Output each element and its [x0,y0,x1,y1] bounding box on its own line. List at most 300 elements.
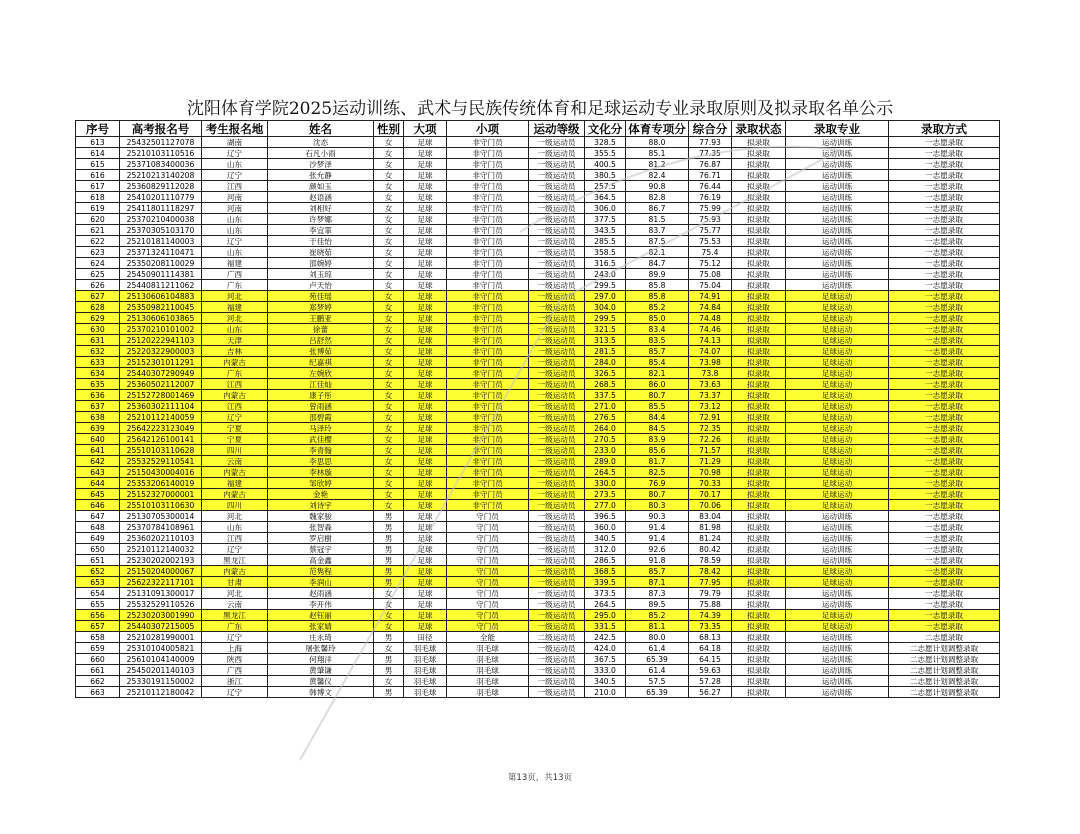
table-cell: 一志愿录取 [889,159,1000,170]
table-cell: 271.0 [585,401,626,412]
table-cell: 一级运动员 [529,456,585,467]
table-cell: 足球运动 [786,357,889,368]
table-cell: 武佳樱 [268,434,374,445]
table-cell: 639 [76,423,120,434]
table-cell: 75.88 [689,599,732,610]
table-cell: 非守门员 [447,247,529,258]
table-cell: 284.0 [585,357,626,368]
table-cell: 623 [76,247,120,258]
table-cell: 264.5 [585,599,626,610]
table-cell: 女 [374,192,404,203]
col-header-sport: 大项 [404,121,447,137]
table-cell: 89.5 [626,599,689,610]
table-cell: 足球 [404,555,447,566]
table-cell: 男 [374,687,404,698]
table-cell: 316.5 [585,258,626,269]
table-cell: 足球运动 [786,610,889,621]
table-cell: 拟录取 [732,478,786,489]
table-cell: 306.0 [585,203,626,214]
table-cell: 85.2 [626,610,689,621]
table-cell: 非守门员 [447,192,529,203]
table-cell: 女 [374,588,404,599]
table-cell: 一级运动员 [529,258,585,269]
table-cell: 拟录取 [732,181,786,192]
table-cell: 一级运动员 [529,159,585,170]
table-row [76,621,1000,632]
table-row [76,687,1000,698]
table-cell: 364.5 [585,192,626,203]
table-cell: 641 [76,445,120,456]
table-cell: 女 [374,258,404,269]
table-cell: 25411801118297 [120,203,202,214]
table-cell: 89.9 [626,269,689,280]
table-cell: 91.4 [626,522,689,533]
table-cell: 拟录取 [732,291,786,302]
table-cell: 足球运动 [786,621,889,632]
table-cell: 633 [76,357,120,368]
table-cell: 女 [374,280,404,291]
table-cell: 73.63 [689,379,732,390]
table-row [76,456,1000,467]
table-cell: 非守门员 [447,214,529,225]
table-cell: 吉林 [202,346,268,357]
table-cell: 上海 [202,643,268,654]
table-cell: 福建 [202,478,268,489]
table-cell: 足球运动 [786,500,889,511]
table-cell: 25210112140059 [120,412,202,423]
table-cell: 运动训练 [786,533,889,544]
table-cell: 苑佳瑶 [268,291,374,302]
table-cell: 拟录取 [732,687,786,698]
table-cell: 二志愿计划调整录取 [889,687,1000,698]
table-cell: 91.8 [626,555,689,566]
table-cell: 68.13 [689,632,732,643]
table-cell: 女 [374,599,404,610]
table-cell: 羽毛球 [404,665,447,676]
table-cell: 662 [76,676,120,687]
table-cell: 男 [374,522,404,533]
table-cell: 守门员 [447,599,529,610]
table-cell: 656 [76,610,120,621]
table-cell: 25210213140208 [120,170,202,181]
col-header-sport-score: 体育专项分 [626,121,689,137]
table-row [76,390,1000,401]
table-cell: 纪嘉祺 [268,357,374,368]
table-cell: 一志愿录取 [889,313,1000,324]
table-cell: 330.0 [585,478,626,489]
table-cell: 山东 [202,324,268,335]
table-cell: 25210103110516 [120,148,202,159]
table-cell: 运动训练 [786,192,889,203]
table-cell: 70.06 [689,500,732,511]
table-cell: 陕西 [202,654,268,665]
table-cell: 天津 [202,335,268,346]
table-cell: 邹欣婷 [268,478,374,489]
table-cell: 一志愿录取 [889,577,1000,588]
table-row [76,379,1000,390]
table-cell: 一志愿录取 [889,390,1000,401]
table-cell: 足球运动 [786,401,889,412]
table-cell: 一级运动员 [529,236,585,247]
table-cell: 拟录取 [732,654,786,665]
table-cell: 355.5 [585,148,626,159]
table-cell: 罗启樹 [268,533,374,544]
table-cell: 一级运动员 [529,170,585,181]
table-cell: 25130606104883 [120,291,202,302]
table-cell: 足球运动 [786,346,889,357]
table-cell: 652 [76,566,120,577]
table-cell: 655 [76,599,120,610]
table-cell: 86.0 [626,379,689,390]
table-cell: 651 [76,555,120,566]
table-cell: 足球 [404,324,447,335]
table-cell: 一级运动员 [529,269,585,280]
table-cell: 马泽玲 [268,423,374,434]
table-cell: 拟录取 [732,137,786,148]
table-cell: 25642223123049 [120,423,202,434]
table-cell: 264.0 [585,423,626,434]
table-cell: 足球 [404,214,447,225]
table-cell: 281.5 [585,346,626,357]
table-cell: 25432501127078 [120,137,202,148]
table-cell: 女 [374,346,404,357]
table-cell: 一级运动员 [529,445,585,456]
table-cell: 一志愿录取 [889,566,1000,577]
table-cell: 86.7 [626,203,689,214]
table-cell: 87.3 [626,588,689,599]
table-cell: 360.0 [585,522,626,533]
table-cell: 张智森 [268,522,374,533]
table-cell: 321.5 [585,324,626,335]
table-row [76,643,1000,654]
table-cell: 631 [76,335,120,346]
table-cell: 运动训练 [786,214,889,225]
table-cell: 足球运动 [786,390,889,401]
table-cell: 足球 [404,522,447,533]
table-body [76,137,1000,698]
table-cell: 非守门员 [447,291,529,302]
table-cell: 一志愿录取 [889,170,1000,181]
table-cell: 81.2 [626,159,689,170]
table-cell: 367.5 [585,654,626,665]
table-cell: 648 [76,522,120,533]
table-cell: 河北 [202,588,268,599]
table-cell: 非守门员 [447,236,529,247]
table-row [76,357,1000,368]
table-cell: 81.1 [626,621,689,632]
table-cell: 女 [374,203,404,214]
table-cell: 足球 [404,599,447,610]
table-cell: 297.0 [585,291,626,302]
table-cell: 金艳 [268,489,374,500]
table-cell: 一志愿录取 [889,434,1000,445]
table-cell: 女 [374,434,404,445]
table-cell: 一级运动员 [529,643,585,654]
table-cell: 一志愿录取 [889,148,1000,159]
table-cell: 刘相好 [268,203,374,214]
table-cell: 一志愿录取 [889,423,1000,434]
table-cell: 拟录取 [732,599,786,610]
table-cell: 83.9 [626,434,689,445]
table-cell: 一级运动员 [529,423,585,434]
table-cell: 一志愿录取 [889,258,1000,269]
table-row [76,489,1000,500]
table-cell: 拟录取 [732,511,786,522]
table-cell: 一级运动员 [529,566,585,577]
table-cell: 83.4 [626,324,689,335]
table-cell: 守门员 [447,588,529,599]
table-cell: 徐蕾 [268,324,374,335]
table-cell: 一级运动员 [529,203,585,214]
table-cell: 拟录取 [732,357,786,368]
table-cell: 64.18 [689,643,732,654]
table-cell: 615 [76,159,120,170]
table-cell: 崔晓茹 [268,247,374,258]
table-cell: 赵语涵 [268,192,374,203]
table-cell: 一志愿录取 [889,500,1000,511]
table-cell: 男 [374,533,404,544]
table-cell: 足球 [404,247,447,258]
table-cell: 非守门员 [447,170,529,181]
table-cell: 73.35 [689,621,732,632]
table-cell: 25150204000067 [120,566,202,577]
table-cell: 59.63 [689,665,732,676]
table-cell: 一志愿录取 [889,137,1000,148]
table-cell: 286.5 [585,555,626,566]
table-cell: 76.44 [689,181,732,192]
table-cell: 拟录取 [732,665,786,676]
table-cell: 运动训练 [786,522,889,533]
table-cell: 云南 [202,456,268,467]
table-cell: 333.0 [585,665,626,676]
table-cell: 663 [76,687,120,698]
table-cell: 一级运动员 [529,412,585,423]
table-cell: 足球 [404,412,447,423]
table-cell: 拟录取 [732,489,786,500]
table-cell: 拟录取 [732,621,786,632]
table-cell: 非守门员 [447,390,529,401]
table-cell: 一志愿录取 [889,214,1000,225]
table-cell: 80.0 [626,632,689,643]
table-cell: 210.0 [585,687,626,698]
table-cell: 男 [374,566,404,577]
table-cell: 女 [374,324,404,335]
table-cell: 运动训练 [786,555,889,566]
table-cell: 25360502112007 [120,379,202,390]
table-cell: 312.0 [585,544,626,555]
table-cell: 一级运动员 [529,247,585,258]
table-cell: 女 [374,170,404,181]
table-cell: 男 [374,665,404,676]
table-cell: 江佳灿 [268,379,374,390]
table-cell: 郑梦婷 [268,302,374,313]
table-cell: 拟录取 [732,434,786,445]
table-cell: 女 [374,181,404,192]
table-cell: 619 [76,203,120,214]
table-cell: 一级运动员 [529,390,585,401]
col-header-total-score: 综合分 [689,121,732,137]
table-cell: 629 [76,313,120,324]
table-row [76,555,1000,566]
table-cell: 一级运动员 [529,478,585,489]
table-cell: 女 [374,401,404,412]
col-header-culture-score: 文化分 [585,121,626,137]
table-cell: 76.87 [689,159,732,170]
table-cell: 一级运动员 [529,588,585,599]
table-cell: 一志愿录取 [889,412,1000,423]
table-cell: 一级运动员 [529,302,585,313]
table-cell: 一级运动员 [529,357,585,368]
table-cell: 25350208110029 [120,258,202,269]
table-cell: 83.7 [626,225,689,236]
table-cell: 25330191150002 [120,676,202,687]
table-cell: 72.26 [689,434,732,445]
table-cell: 石凡小雨 [268,148,374,159]
table-cell: 守门员 [447,610,529,621]
table-cell: 25152301011291 [120,357,202,368]
table-cell: 邵碧霞 [268,412,374,423]
table-cell: 一志愿录取 [889,588,1000,599]
table-cell: 25450901114381 [120,269,202,280]
table-cell: 268.5 [585,379,626,390]
table-cell: 650 [76,544,120,555]
table-cell: 25360829112028 [120,181,202,192]
table-cell: 74.91 [689,291,732,302]
table-cell: 运动训练 [786,632,889,643]
table-cell: 拟录取 [732,379,786,390]
table-row [76,522,1000,533]
table-row [76,203,1000,214]
table-cell: 74.46 [689,324,732,335]
table-cell: 内蒙古 [202,390,268,401]
table-cell: 拟录取 [732,203,786,214]
table-cell: 足球 [404,588,447,599]
table-cell: 山东 [202,214,268,225]
table-row [76,170,1000,181]
table-cell: 75.77 [689,225,732,236]
table-cell: 田径 [404,632,447,643]
table-cell: 女 [374,643,404,654]
table-row [76,302,1000,313]
table-cell: 25230202002193 [120,555,202,566]
table-cell: 80.3 [626,500,689,511]
table-cell: 78.59 [689,555,732,566]
table-cell: 女 [374,313,404,324]
table-cell: 男 [374,632,404,643]
table-cell: 75.53 [689,236,732,247]
table-cell: 足球运动 [786,324,889,335]
table-cell: 拟录取 [732,500,786,511]
table-cell: 赵雨涵 [268,588,374,599]
table-cell: 25532529110526 [120,599,202,610]
table-cell: 宁夏 [202,423,268,434]
table-cell: 75.08 [689,269,732,280]
table-cell: 足球 [404,390,447,401]
table-cell: 卢天怡 [268,280,374,291]
table-cell: 王鹏亚 [268,313,374,324]
table-cell: 足球运动 [786,313,889,324]
table-cell: 233.0 [585,445,626,456]
table-cell: 足球 [404,181,447,192]
table-cell: 25510103110630 [120,500,202,511]
table-cell: 85.7 [626,566,689,577]
table-cell: 运动训练 [786,236,889,247]
table-cell: 张家婧 [268,621,374,632]
table-cell: 拟录取 [732,610,786,621]
table-cell: 运动训练 [786,643,889,654]
table-cell: 河北 [202,291,268,302]
table-cell: 足球 [404,313,447,324]
table-cell: 左婉欣 [268,368,374,379]
table-cell: 运动训练 [786,544,889,555]
table-cell: 高金鑫 [268,555,374,566]
table-cell: 足球 [404,148,447,159]
table-cell: 足球 [404,335,447,346]
table-cell: 276.5 [585,412,626,423]
table-cell: 632 [76,346,120,357]
table-cell: 非守门员 [447,335,529,346]
table-cell: 90.3 [626,511,689,522]
table-cell: 82.8 [626,192,689,203]
table-cell: 一级运动员 [529,280,585,291]
table-cell: 25210112180042 [120,687,202,698]
table-cell: 足球运动 [786,434,889,445]
table-cell: 李林璇 [268,467,374,478]
table-cell: 一级运动员 [529,555,585,566]
table-row [76,368,1000,379]
table-row [76,401,1000,412]
table-cell: 足球 [404,368,447,379]
table-cell: 足球运动 [786,566,889,577]
table-cell: 湖南 [202,137,268,148]
table-cell: 一志愿录取 [889,610,1000,621]
table-cell: 张允静 [268,170,374,181]
table-cell: 339.5 [585,577,626,588]
table-cell: 庄永琦 [268,632,374,643]
table-cell: 足球 [404,159,447,170]
table-cell: 足球 [404,423,447,434]
table-cell: 一志愿录取 [889,324,1000,335]
table-cell: 一志愿录取 [889,280,1000,291]
table-cell: 足球运动 [786,335,889,346]
table-cell: 一志愿录取 [889,203,1000,214]
table-cell: 一级运动员 [529,368,585,379]
table-cell: 全能 [447,632,529,643]
table-cell: 非守门员 [447,225,529,236]
table-cell: 400.5 [585,159,626,170]
table-cell: 守门员 [447,544,529,555]
table-cell: 足球 [404,346,447,357]
table-cell: 足球 [404,269,447,280]
table-cell: 足球 [404,137,447,148]
table-cell: 拟录取 [732,544,786,555]
table-row [76,676,1000,687]
table-cell: 非守门员 [447,500,529,511]
table-cell: 621 [76,225,120,236]
table-cell: 25130606103865 [120,313,202,324]
table-cell: 二志愿计划调整录取 [889,654,1000,665]
table-cell: 守门员 [447,621,529,632]
table-cell: 二级运动员 [529,632,585,643]
table-cell: 645 [76,489,120,500]
table-cell: 380.5 [585,170,626,181]
table-cell: 女 [374,489,404,500]
table-cell: 黄肇谦 [268,665,374,676]
table-cell: 运动训练 [786,181,889,192]
table-cell: 羽毛球 [447,676,529,687]
table-cell: 61.4 [626,643,689,654]
table-cell: 女 [374,621,404,632]
